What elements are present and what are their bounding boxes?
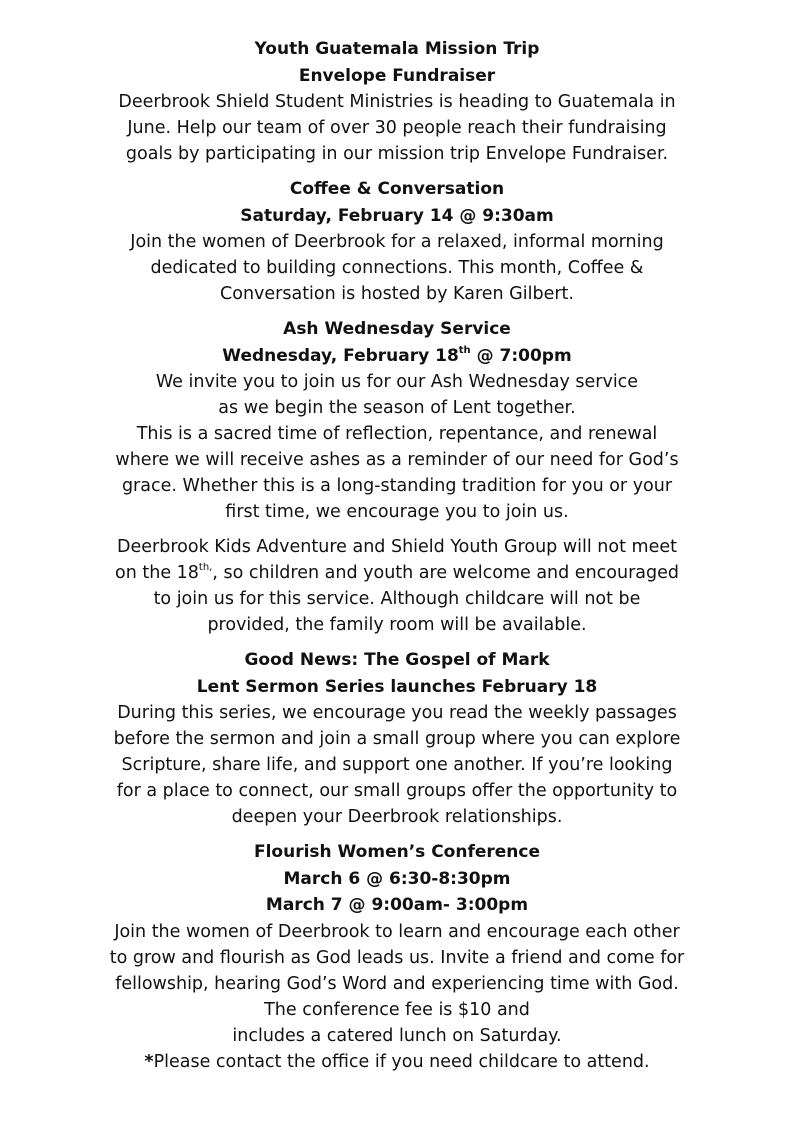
body-line: for a place to connect, our small groups offer the opportunity to [116, 781, 678, 801]
section-title: Flourish Women’s Conference [253, 842, 541, 862]
body-line: grace. Whether this is a long-standing tradition for you or your [121, 476, 673, 496]
body-line: includes a catered lunch on Saturday. [232, 1025, 562, 1046]
body-line: Deerbrook Shield Student Ministries is heading to Guatemala in [118, 92, 676, 112]
section-title: Good News: The Gospel of Mark [244, 650, 550, 670]
note-line [60, 560, 734, 586]
body-line: before the sermon and join a small group where you can explore [113, 729, 681, 749]
body-line: We invite you to join us for our Ash Wednesday service [155, 372, 639, 392]
body-line: Scripture, share life, and support one another. If you’re looking [121, 755, 673, 775]
note-line: Deerbrook Kids Adventure and Shield Youth Group will not meet [117, 537, 677, 557]
body-line: Join the women of Deerbrook to learn and encourage each other [114, 921, 680, 942]
subtitle-text: Wednesday, February 18 [222, 345, 459, 366]
footnote [60, 1049, 734, 1075]
body-line: goals by participating in our mission trip Envelope Fundraiser. [125, 144, 669, 164]
body-line: During this series, we encourage you read the weekly passages [117, 703, 677, 723]
section-mission-trip [60, 36, 734, 167]
body-line: deepen your Deerbrook relationships. [231, 807, 563, 827]
subtitle-time: @ 7:00pm [470, 345, 572, 366]
section-subtitle-2: March 7 @ 9:00am- 3:00pm [265, 895, 529, 915]
body-line: Join the women of Deerbrook for a relaxed, informal morning [130, 232, 664, 252]
section-title: Youth Guatemala Mission Trip [254, 39, 540, 59]
body-line: The conference fee is $10 and [264, 999, 530, 1020]
body-line: dedicated to building connections. This month, Coffee & [150, 258, 644, 278]
footnote-text: Please contact the office if you need childcare to attend. [153, 1051, 650, 1072]
ordinal-suffix: th [458, 344, 471, 356]
body-line: fellowship, hearing God’s Word and experiencing time with God. [115, 973, 679, 994]
section-subtitle: Lent Sermon Series launches February 18 [196, 676, 598, 697]
ordinal-suffix: th, [198, 562, 213, 574]
note-text: on the 18 [115, 563, 199, 583]
footnote-mark: * [144, 1051, 154, 1072]
note-line: to join us for this service. Although childcare will not be [153, 589, 641, 609]
note-text: , so children and youth are welcome and encouraged [212, 563, 679, 583]
section-subtitle: Saturday, February 14 @ 9:30am [240, 205, 554, 226]
section-flourish-conference [60, 839, 734, 1075]
bulletin-page [60, 36, 734, 1075]
note-line: provided, the family room will be available. [207, 615, 587, 635]
section-gospel-of-mark [60, 647, 734, 830]
section-title: Ash Wednesday Service [283, 319, 511, 339]
section-subtitle [60, 343, 734, 370]
body-line: June. Help our team of over 30 people reach their fundraising [127, 118, 667, 138]
section-title: Coffee & Conversation [289, 179, 505, 199]
body-line: Conversation is hosted by Karen Gilbert. [220, 284, 574, 304]
body-line: first time, we encourage you to join us. [225, 502, 569, 522]
section-subtitle: March 6 @ 6:30-8:30pm [283, 868, 511, 889]
section-coffee-conversation [60, 176, 734, 307]
body-line: where we will receive ashes as a reminder of our need for God’s [115, 450, 679, 470]
body-line: to grow and flourish as God leads us. Invite a friend and come for [109, 947, 685, 968]
body-line: This is a sacred time of reflection, repentance, and renewal [136, 424, 658, 444]
section-subtitle: Envelope Fundraiser [298, 65, 496, 86]
body-line: as we begin the season of Lent together. [218, 398, 576, 418]
section-ash-wednesday [60, 316, 734, 638]
